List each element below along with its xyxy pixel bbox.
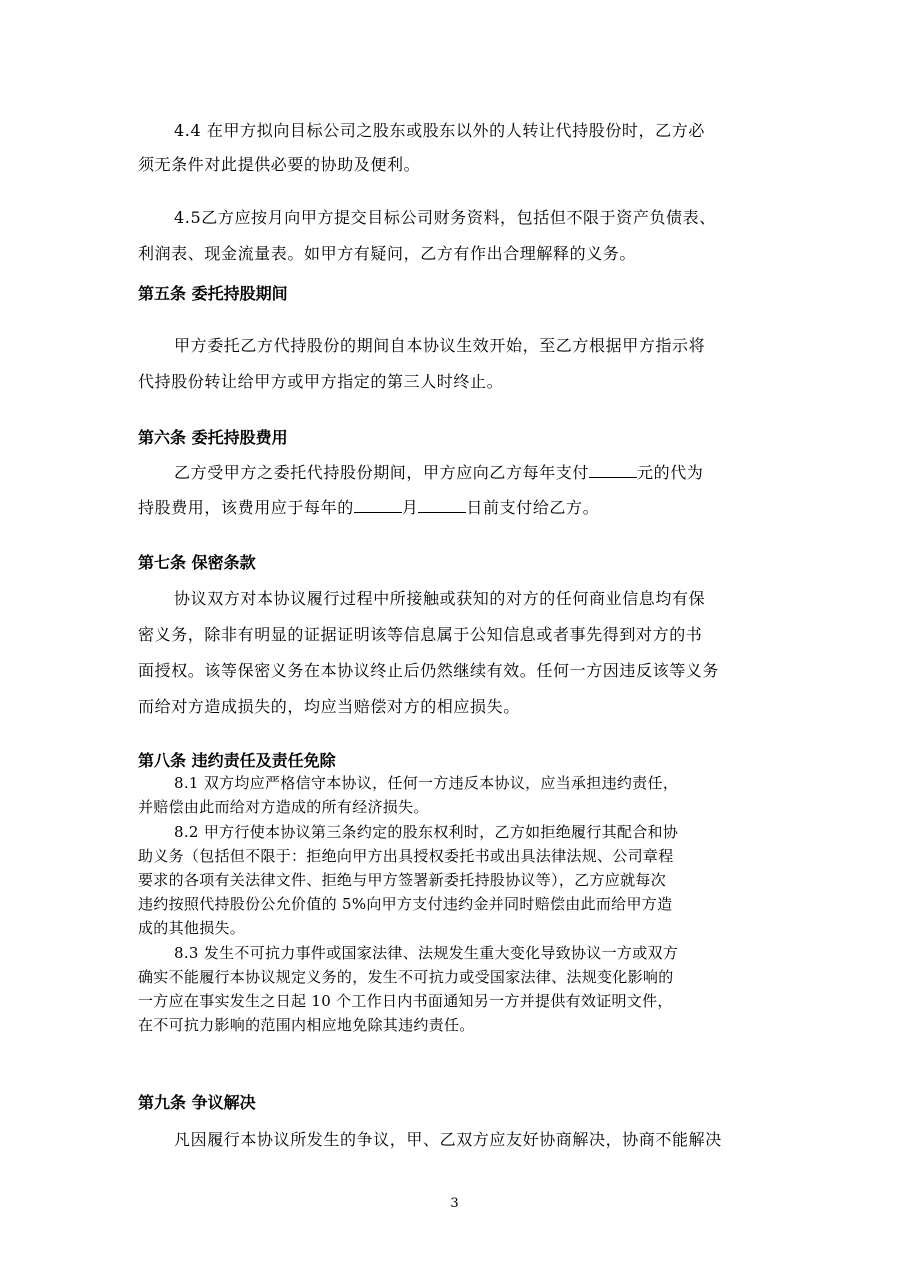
section-7-line-1: 协议双方对本协议履行过程中所接触或获知的对方的任何商业信息均有保: [174, 589, 706, 608]
clause-4-4-line-1: 4.4 在甲方拟向目标公司之股东或股东以外的人转让代持股份时，乙方必: [174, 121, 705, 140]
fee-month-blank: [354, 498, 402, 513]
clause-8-1-line-2: 并赔偿由此而给对方造成的所有经济损失。: [138, 798, 429, 816]
clause-8-2-line-4: 违约按照代持股份公允价值的 5%向甲方支付违约金并同时赔偿由此而给甲方造: [138, 895, 673, 913]
section-5-line-2: 代持股份转让给甲方或甲方指定的第三人时终止。: [138, 372, 504, 391]
section-9-heading: 第九条 争议解决: [138, 1093, 256, 1112]
section-6-heading: 第六条 委托持股费用: [138, 428, 288, 447]
section-6-line-2-text-a: 持股费用，该费用应于每年的: [138, 498, 354, 517]
section-6-line-1-text-b: 元的代为: [637, 463, 704, 482]
clause-8-2-line-5: 成的其他损失。: [138, 919, 246, 937]
clause-4-5-line-1: 4.5乙方应按月向甲方提交目标公司财务资料，包括但不限于资产负债表、: [174, 208, 716, 227]
section-9-line-1: 凡因履行本协议所发生的争议，甲、乙双方应友好协商解决，协商不能解决: [174, 1130, 722, 1149]
clause-4-4-line-2: 须无条件对此提供必要的协助及便利。: [138, 155, 421, 174]
page-number: 3: [450, 1196, 459, 1211]
section-6-line-1-text-a: 乙方受甲方之委托代持股份期间，甲方应向乙方每年支付: [174, 463, 590, 482]
section-6-line-2: [138, 498, 599, 518]
fee-day-blank: [418, 498, 466, 513]
clause-8-3-line-2: 确实不能履行本协议规定义务的，发生不可抗力或受国家法律、法规变化影响的: [138, 968, 674, 986]
section-6-line-2-text-c: 日前支付给乙方。: [466, 498, 600, 517]
section-7-line-2: 密义务，除非有明显的证据证明该等信息属于公知信息或者事先得到对方的书: [138, 625, 703, 644]
fee-amount-blank: [589, 463, 637, 478]
section-7-heading: 第七条 保密条款: [138, 553, 256, 572]
section-8-heading: 第八条 违约责任及责任免除: [138, 751, 336, 770]
clause-8-1-line-1: 8.1 双方均应严格信守本协议，任何一方违反本协议，应当承担违约责任，: [174, 774, 679, 792]
clause-8-2-line-2: 助义务（包括但不限于：拒绝向甲方出具授权委托书或出具法律法规、公司章程: [138, 847, 674, 865]
section-6-line-2-month: 月: [401, 498, 419, 517]
clause-8-2-line-3: 要求的各项有关法律文件、拒绝与甲方签署新委托持股协议等），乙方应就每次: [138, 871, 667, 889]
section-7-line-4: 而给对方造成损失的，均应当赔偿对方的相应损失。: [138, 697, 520, 716]
section-7-line-3: 面授权。该等保密义务在本协议终止后仍然继续有效。任何一方因违反该等义务: [138, 661, 720, 680]
section-6-line-1: [174, 463, 703, 483]
clause-8-2-line-1: 8.2 甲方行使本协议第三条约定的股东权利时，乙方如拒绝履行其配合和协: [174, 823, 679, 841]
clause-8-3-line-3: 一方应在事实发生之日起 10 个工作日内书面通知另一方并提供有效证明文件，: [138, 992, 673, 1010]
clause-8-3-line-1: 8.3 发生不可抗力事件或国家法律、法规发生重大变化导致协议一方或双方: [174, 944, 679, 962]
section-5-heading: 第五条 委托持股期间: [138, 284, 288, 303]
clause-4-5-line-2: 利润表、现金流量表。如甲方有疑问，乙方有作出合理解释的义务。: [138, 244, 637, 263]
section-5-line-1: 甲方委托乙方代持股份的期间自本协议生效开始，至乙方根据甲方指示将: [174, 336, 706, 355]
clause-8-3-line-4: 在不可抗力影响的范围内相应地免除其违约责任。: [138, 1016, 475, 1034]
